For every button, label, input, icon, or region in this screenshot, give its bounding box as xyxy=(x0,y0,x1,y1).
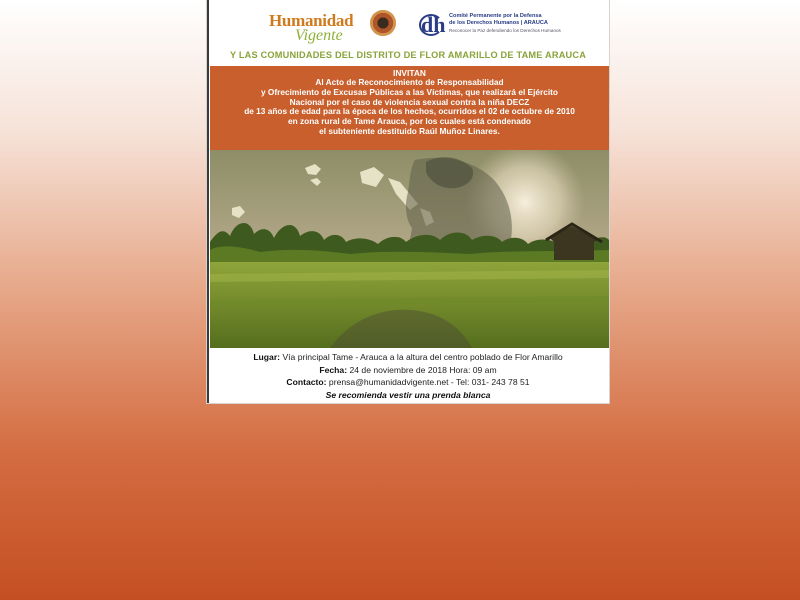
cpdh-mark-icon: dh xyxy=(421,12,446,37)
invite-line: Nacional por el caso de violencia sexual contra la niña DECZ xyxy=(289,96,530,107)
contacto-label: Contacto: xyxy=(286,377,327,387)
invite-line: Al Acto de Reconocimiento de Responsabilidad xyxy=(315,77,504,87)
comite-permanente-logo xyxy=(421,11,581,41)
flyer-edge xyxy=(207,0,209,403)
fecha-label: Fecha: xyxy=(319,364,348,375)
invite-line: en zona rural de Tame Arauca, por los cuales está condenado xyxy=(288,116,531,127)
invite-line: el subteniente destituido Raúl Muñoz Linares. xyxy=(319,125,500,136)
contacto-line xyxy=(207,376,609,389)
invite-box xyxy=(210,66,609,150)
landscape-illustration xyxy=(210,150,609,348)
humanidad-vigente-logo xyxy=(267,9,407,45)
fecha-value: 24 de noviembre de 2018 Hora: 09 am xyxy=(349,364,497,375)
event-flyer xyxy=(207,0,609,403)
invite-text xyxy=(210,78,609,137)
comite-logo-line2: de los Derechos Humanos | ARAUCA xyxy=(449,20,548,26)
vigente-logo-word: Vigente xyxy=(295,27,343,44)
comite-logo-line3: Reconocer la Paz defendiendo los Derechos Humanos xyxy=(449,28,561,33)
logo-row xyxy=(207,0,609,48)
lugar-value: Vía principal Tame - Arauca a la altura del centro poblado de Flor Amarillo xyxy=(282,352,563,362)
fecha-line xyxy=(207,364,609,377)
lugar-label: Lugar: xyxy=(253,352,281,362)
invite-title: INVITAN xyxy=(393,68,426,78)
invite-line: y Ofrecimiento de Excusas Públicas a las Víctimas, que realizará el Ejército xyxy=(261,86,558,97)
landscape-svg xyxy=(210,150,609,348)
communities-heading: Y LAS COMUNIDADES DEL DISTRITO DE FLOR AMARILLO DE TAME ARAUCA xyxy=(229,50,587,60)
lugar-line xyxy=(207,351,609,364)
contacto-value: prensa@humanidadvigente.net - Tel: 031- 243 78 51 xyxy=(328,377,530,387)
humanidad-logo-word: Humanidad xyxy=(269,11,354,30)
comite-logo-line1: Comité Permanente por la Defensa xyxy=(449,13,542,19)
event-details xyxy=(207,351,609,401)
invite-line: de 13 años de edad para la época de los hechos, ocurridos el 02 de octubre de 2010 xyxy=(244,106,575,117)
dress-note: Se recomienda vestir una prenda blanca xyxy=(325,389,491,400)
humanidad-seal-icon xyxy=(370,10,396,36)
